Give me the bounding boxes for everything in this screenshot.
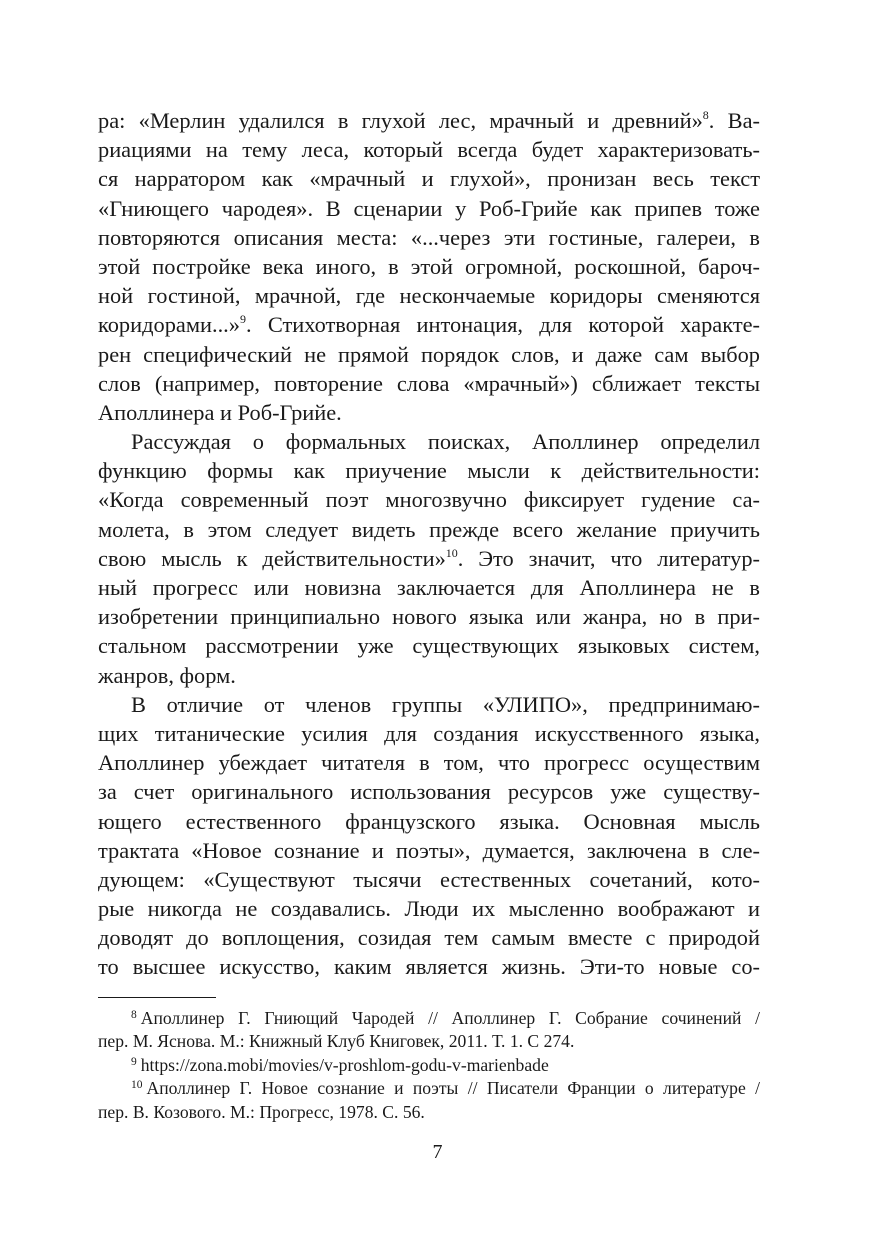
footnote-number: 10 [131, 1079, 143, 1092]
text-line: риациями на тему леса, который всегда будет характеризовать- [98, 137, 760, 163]
main-text [98, 106, 760, 982]
text-line: слов (например, повторение слова «мрачный») сближает тексты [98, 370, 760, 396]
text-line: рен специфический не прямой порядок слов, и даже сам выбор [98, 341, 760, 367]
footnote-link[interactable]: https://zona.mobi/movies/v-proshlom-godu-v-marienbade [140, 1054, 549, 1075]
footnote-ref-10[interactable]: 10 [445, 545, 458, 560]
paragraph-1 [98, 106, 760, 427]
footnote-line: $^{10}$ Аполлинер Г. Новое сознание и поэты // Писатели Франции о литературе / [131, 1078, 760, 1099]
footnote-line: пер. В. Козового. М.: Прогресс, 1978. С. 56. [98, 1101, 425, 1122]
page-number: 7 [432, 1141, 443, 1163]
text-line: Аполлинера и Роб-Грийе. [98, 399, 342, 425]
text-line: Аполлинер убеждает читателя в том, что прогресс осуществим [98, 750, 760, 776]
footnote-number: 8 [131, 1009, 137, 1021]
text-line: ный прогресс или новизна заключается для Аполлинера не в [98, 575, 760, 600]
text-line: рые никогда не создавались. Люди их мысленно воображают и [98, 896, 760, 922]
text-line: молета, в этом следует видеть прежде всего желание приучить [98, 516, 760, 542]
footnote-ref-8[interactable]: 8 [702, 108, 709, 122]
text-line: ра: «Мерлин удалился в глухой лес, мрачный и древний»$^8$. Ва- [98, 108, 760, 133]
footnote-10 [98, 1077, 760, 1124]
text-line: трактата «Новое сознание и поэты», думается, заключена в сле- [98, 837, 760, 863]
footnote-divider [98, 997, 216, 998]
text-line: жанров, форм. [98, 662, 236, 688]
text-line: «Гниющего чародея». В сценарии у Роб-Грийе как припев тоже [98, 195, 760, 221]
text-line: то высшее искусство, каким является жизнь. Эти-то новые со- [98, 954, 760, 980]
text-line: ся нарратором как «мрачный и глухой», пронизан весь текст [98, 166, 760, 192]
paragraph-3 [98, 690, 760, 982]
text-line: ющего естественного французского языка. Основная мысль [98, 808, 760, 834]
text-line: коридорами...»$^9$. Стихотворная интонация, для которой характе- [98, 312, 760, 338]
text-line: повторяются описания места: «...через эти гостиные, галереи, в [98, 224, 760, 250]
text-line: Рассуждая о формальных поисках, Аполлинер определил [131, 429, 760, 455]
paragraph-2 [98, 427, 760, 690]
text-line: щих титанические усилия для создания искусственного языка, [98, 720, 760, 746]
text-line: за счет оригинального использования ресурсов уже существу- [98, 779, 760, 805]
text-line: ной гостиной, мрачной, где нескончаемые коридоры сменяются [98, 283, 760, 309]
text-line: этой постройке века иного, в этой огромной, роскошной, бароч- [98, 253, 760, 279]
text-line: стальном рассмотрении уже существующих языковых систем, [98, 633, 760, 659]
text-line: дующем: «Существуют тысячи естественных сочетаний, кото- [98, 866, 760, 892]
footnote-number: 9 [131, 1055, 137, 1068]
text-line: функцию формы как приучение мысли к действительности: [98, 458, 760, 484]
footnote-line: $^8$ Аполлинер Г. Гниющий Чародей // Аполлинер Г. Собрание сочинений / [131, 1008, 760, 1028]
footnote-line [98, 1054, 760, 1077]
footnotes [98, 1007, 760, 1124]
footnote-9 [98, 1054, 760, 1077]
text-line: «Когда современный поэт многозвучно фиксирует гудение са- [98, 487, 760, 513]
text-line: В отличие от членов группы «УЛИПО», предпринимаю- [131, 691, 760, 717]
text-line: изобретении принципиально нового языка или жанра, но в при- [98, 604, 760, 630]
text-line: доводят до воплощения, созидая тем самым вместе с природой [98, 925, 760, 951]
footnote-line: пер. М. Яснова. М.: Книжный Клуб Книговек, 2011. Т. 1. С 274. [98, 1031, 575, 1052]
footnote-ref-9[interactable]: 9 [239, 312, 246, 327]
footnote-8 [98, 1007, 760, 1054]
text-line: свою мысль к действительности»$^{10}$. Это значит, что литератур- [98, 545, 760, 571]
